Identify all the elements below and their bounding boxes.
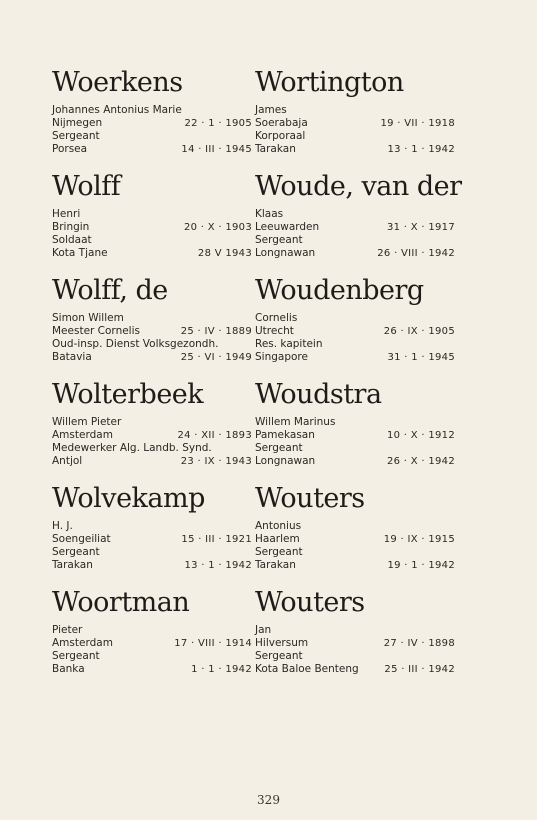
birth-row [255,429,455,442]
birth-row [255,325,455,338]
entry-card [52,172,252,260]
death-place: Longnawan [255,455,316,467]
birth-row [52,637,252,650]
death-row [255,455,455,468]
death-row [52,143,252,156]
rank: Sergeant [52,546,100,558]
death-place: Singapore [255,351,308,363]
rank: Sergeant [52,130,100,142]
death-place: Porsea [52,143,88,155]
death-date: 25 · III · 1942 [384,664,455,675]
death-place: Tarakan [255,143,296,155]
death-place: Tarakan [52,559,93,571]
surname: Wolff, de [52,275,168,306]
birth-place: Utrecht [255,325,294,337]
given-names: Klaas [255,208,284,220]
birth-place: Haarlem [255,533,300,545]
rank: Korporaal [255,130,306,142]
entry-card [52,380,252,468]
given-names: H. J. [52,520,73,532]
death-place: Tarakan [255,559,296,571]
given-names: Cornelis [255,312,298,324]
death-date: 31 · 1 · 1945 [387,352,455,363]
given-names: James [255,104,287,116]
death-date: 13 · 1 · 1942 [387,144,455,155]
given-names: Pieter [52,624,83,636]
given-names: Johannes Antonius Marie [52,104,182,116]
death-date: 23 · IX · 1943 [180,456,252,467]
death-place: Kota Baloe Benteng [255,663,359,675]
rank: Sergeant [255,234,303,246]
birth-place: Hilversum [255,637,309,649]
birth-place: Leeuwarden [255,221,320,233]
given-names: Jan [255,624,272,636]
surname: Woerkens [52,67,183,98]
birth-place: Soerabaja [255,117,308,129]
entry-card [52,484,252,572]
birth-date: 10 · X · 1912 [387,430,455,441]
given-names: Simon Willem [52,312,124,324]
birth-date: 19 · VII · 1918 [380,118,455,129]
death-place: Longnawan [255,247,316,259]
surname: Wortington [255,67,404,98]
rank: Sergeant [52,650,100,662]
rank: Sergeant [255,546,303,558]
death-place: Banka [52,663,85,675]
rank: Oud-insp. Dienst Volksgezondh. [52,338,219,350]
page-number: 329 [257,793,280,807]
surname: Woortman [52,587,190,618]
birth-row [255,221,455,234]
birth-date: 15 · III · 1921 [181,534,252,545]
rank: Sergeant [255,442,303,454]
death-place: Antjol [52,455,83,467]
surname: Woudenberg [255,275,424,306]
birth-row [52,325,252,338]
birth-date: 24 · XII · 1893 [177,430,252,441]
surname: Wolff [52,171,121,202]
death-place: Batavia [52,351,92,363]
entry-card [255,68,455,156]
death-date: 26 · X · 1942 [387,456,455,467]
birth-date: 27 · IV · 1898 [383,638,455,649]
given-names: Willem Marinus [255,416,336,428]
death-row [255,663,455,676]
birth-date: 31 · X · 1917 [387,222,455,233]
surname: Wolterbeek [52,379,204,410]
surname: Wolvekamp [52,483,205,514]
surname: Wouters [255,483,365,514]
birth-date: 26 · IX · 1905 [383,326,455,337]
birth-date: 20 · X · 1903 [184,222,252,233]
birth-date: 25 · IV · 1889 [180,326,252,337]
entry-card [52,276,252,364]
death-date: 19 · 1 · 1942 [387,560,455,571]
death-date: 28 V 1943 [197,248,252,259]
death-date: 13 · 1 · 1942 [184,560,252,571]
entry-card [255,171,462,260]
birth-place: Amsterdam [52,429,113,441]
birth-row [255,533,455,546]
entry-card [52,588,252,676]
birth-row [52,429,252,442]
death-date: 26 · VIII · 1942 [377,248,455,259]
surname: Wouters [255,587,365,618]
birth-row [52,117,252,130]
birth-date: 22 · 1 · 1905 [184,118,252,129]
surname: Woude, van der [255,171,462,202]
death-row [52,247,252,260]
death-date: 14 · III · 1945 [181,144,252,155]
death-date: 1 · 1 · 1942 [191,664,252,675]
birth-row [255,637,455,650]
birth-place: Soengeiliat [52,533,111,545]
death-row [52,663,252,676]
entry-card [255,484,455,572]
given-names: Henri [52,208,81,220]
birth-place: Pamekasan [255,429,315,441]
surname: Woudstra [255,379,382,410]
rank: Sergeant [255,650,303,662]
death-row [255,351,455,364]
birth-row [52,533,252,546]
death-place: Kota Tjane [52,247,108,259]
birth-row [52,221,252,234]
rank: Soldaat [52,234,92,246]
death-date: 25 · VI · 1949 [180,352,252,363]
rank: Res. kapitein [255,338,323,350]
death-row [255,143,455,156]
death-row [52,455,252,468]
birth-place: Bringin [52,221,90,233]
birth-place: Amsterdam [52,637,113,649]
entry-card [255,276,455,364]
given-names: Willem Pieter [52,416,122,428]
entry-card [52,68,252,156]
birth-date: 17 · VIII · 1914 [174,638,252,649]
death-row [52,559,252,572]
death-row [255,247,455,260]
birth-row [255,117,455,130]
birth-date: 19 · IX · 1915 [383,534,455,545]
entry-card [255,380,455,468]
given-names: Antonius [255,520,302,532]
death-row [255,559,455,572]
birth-place: Nijmegen [52,117,103,129]
death-row [52,351,252,364]
birth-place: Meester Cornelis [52,325,140,337]
rank: Medewerker Alg. Landb. Synd. [52,442,212,454]
entry-card [255,588,455,676]
